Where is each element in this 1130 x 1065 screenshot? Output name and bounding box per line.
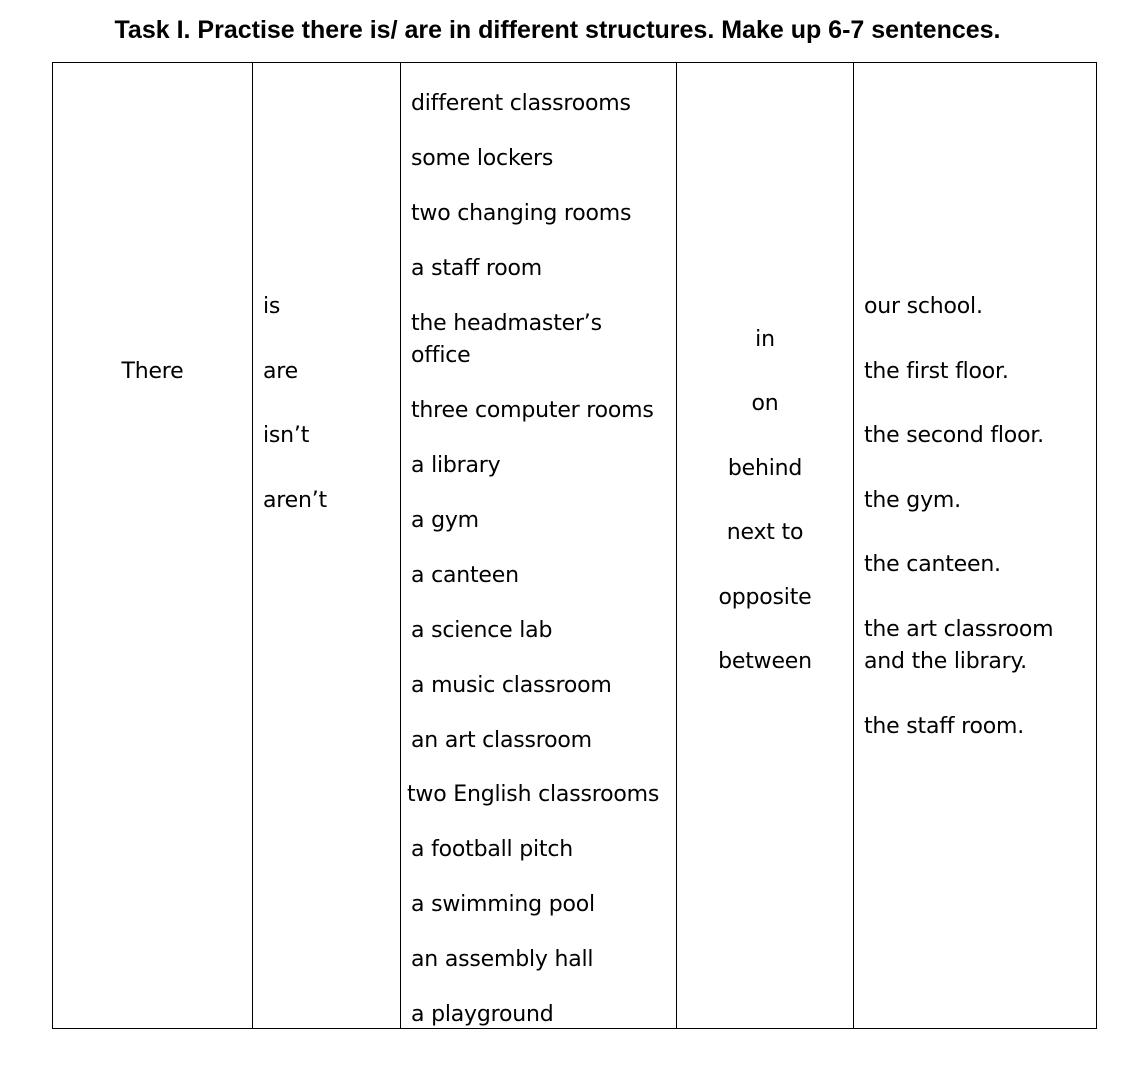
preposition-item: behind	[727, 456, 803, 481]
verb-item: aren’t	[263, 488, 327, 513]
subject-column	[53, 63, 253, 1028]
preposition-item: between	[718, 649, 812, 674]
noun-item: two English classrooms	[407, 782, 660, 807]
place-item: our school.	[864, 294, 983, 319]
preposition-item: in	[755, 327, 775, 352]
noun-item: some lockers	[411, 146, 554, 171]
verb-item: are	[263, 359, 298, 384]
preposition-item: next to	[726, 520, 804, 545]
noun-item: a staff room	[411, 256, 543, 281]
noun-item: a canteen	[411, 563, 519, 588]
verb-item: is	[263, 294, 281, 319]
preposition-item: on	[751, 391, 779, 416]
noun-column	[401, 63, 677, 1028]
word-table	[52, 62, 1097, 1029]
noun-item: a music classroom	[411, 673, 612, 698]
noun-item: a gym	[411, 508, 479, 533]
place-item: the art classroom and the library.	[864, 617, 1054, 674]
verb-column	[253, 63, 401, 1028]
noun-item: an art classroom	[411, 728, 592, 753]
task-title: Task I. Practise there is/ are in different structures. Make up 6-7 sentences.	[114, 16, 1001, 44]
preposition-column	[677, 63, 854, 1028]
place-item: the first floor.	[864, 359, 1009, 384]
noun-item: a playground	[411, 1002, 554, 1027]
place-item: the staff room.	[864, 714, 1025, 739]
place-item: the gym.	[864, 488, 961, 513]
noun-item: a library	[411, 453, 501, 478]
noun-item: a football pitch	[411, 837, 573, 862]
noun-item: a science lab	[411, 618, 553, 643]
noun-item: the headmaster’s office	[411, 311, 602, 368]
place-item: the canteen.	[864, 552, 1001, 577]
noun-item: an assembly hall	[411, 947, 594, 972]
noun-item: different classrooms	[411, 91, 631, 116]
noun-item: a swimming pool	[411, 892, 595, 917]
place-item: the second floor.	[864, 423, 1044, 448]
subject-word: There	[121, 359, 184, 384]
preposition-item: opposite	[718, 585, 812, 610]
noun-item: two changing rooms	[411, 201, 632, 226]
noun-item: three computer rooms	[411, 398, 654, 423]
verb-item: isn’t	[263, 423, 310, 448]
place-column	[854, 63, 1097, 1028]
